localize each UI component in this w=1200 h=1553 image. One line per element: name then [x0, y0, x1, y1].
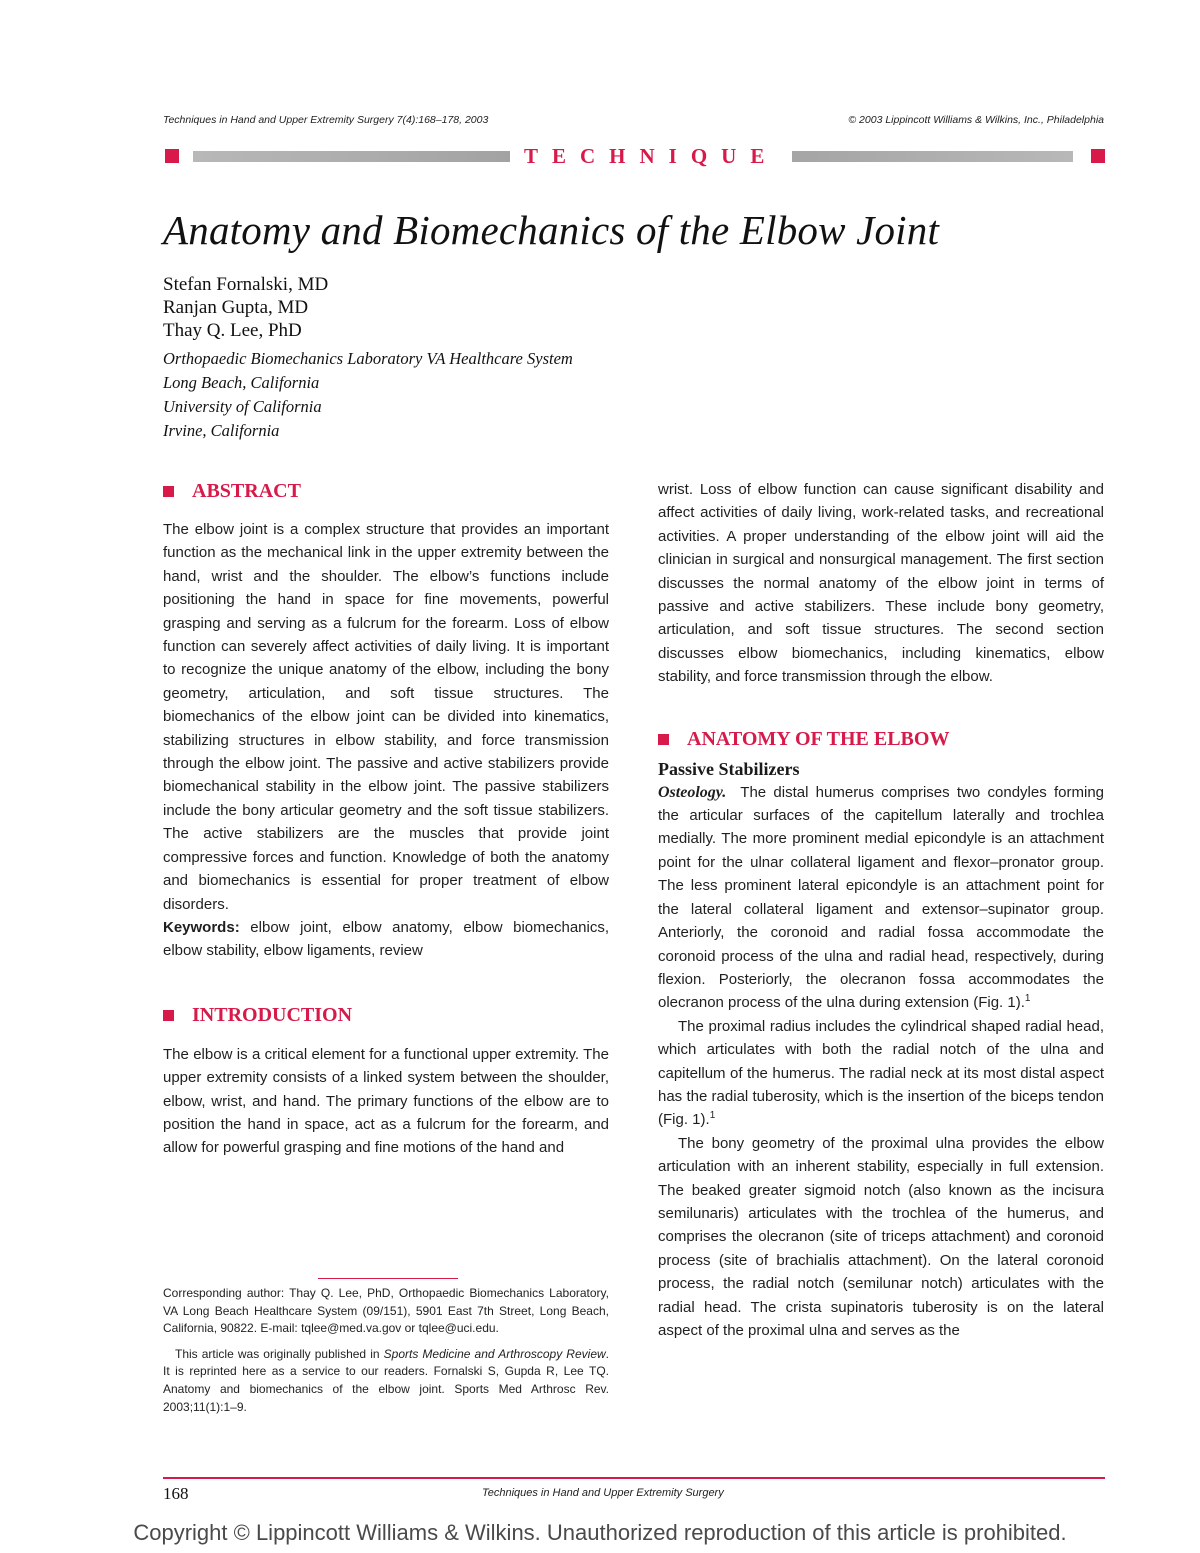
heading-square-icon: [163, 1010, 174, 1021]
banner-left-square: [165, 149, 179, 163]
author-list: [163, 273, 328, 342]
introduction-heading-text: INTRODUCTION: [192, 1004, 353, 1027]
left-column: [163, 478, 609, 1160]
section-label: TECHNIQUE: [510, 144, 792, 169]
osteology-paragraph: [658, 781, 1104, 1015]
affiliation-line: Long Beach, California: [163, 373, 320, 392]
author-name: Ranjan Gupta, MD: [163, 297, 309, 318]
author-name: Thay Q. Lee, PhD: [163, 320, 302, 341]
footnotes: [163, 1285, 609, 1424]
affiliation-line: University of California: [163, 397, 322, 416]
affiliation-line: Orthopaedic Biomechanics Laboratory VA Healthcare System: [163, 349, 573, 368]
reference-mark: 1: [1024, 993, 1031, 1005]
running-head-right: © 2003 Lippincott Williams & Wilkins, Inc., Philadelphia: [848, 114, 1104, 126]
osteology-text: The distal humerus comprises two condyles forming the articular surfaces of the capitellum laterally and trochlea medially. The more prominent medial epicondyle is an attachment point for the ulnar collateral ligament and flexor–pronator group. The less prominent lateral epicondyle is an attachment point for the lateral collateral ligament and extensor–supinator group. Anteriorly, the coronoid and radial fossa accommodate the coronoid process of the ulna and radial head, respectively, during flexion. Posteriorly, the olecranon fossa accommodates the olecranon process of the ulna during extension (Fig. 1).: [658, 783, 1104, 1012]
author-name: Stefan Fornalski, MD: [163, 274, 329, 295]
keywords-label: Keywords:: [163, 918, 240, 936]
radius-paragraph: [658, 1015, 1104, 1132]
abstract-heading: [163, 478, 609, 504]
keywords: [163, 916, 609, 963]
keywords-list: elbow joint, elbow anatomy, elbow biomechanics, elbow stability, elbow ligaments, review: [163, 918, 609, 960]
introduction-text-right: wrist. Loss of elbow function can cause significant disability and affect activities of daily living, work-related tasks, and recreational activities. A proper understanding of the elbow joint will aid the clinician in surgical and nonsurgical management. The first section discusses the normal anatomy of the elbow joint in terms of passive and active stabilizers. These include bony geometry, articulation, and soft tissue structures. The second section discusses elbow biomechanics, including kinematics, elbow stability, and force transmission through the elbow.: [658, 481, 1104, 686]
section-banner: [165, 144, 1105, 168]
affiliation-list: [163, 347, 573, 443]
heading-square-icon: [658, 734, 669, 745]
original-citation-text: . It is reprinted here as a service to our readers. Fornalski S, Gupda R, Lee TQ. Anatomy and biomechanics of the elbow joint. Sports Med Arthrosc Rev. 2003;11(1):1–9.: [163, 1346, 609, 1414]
heading-square-icon: [163, 486, 174, 497]
footnote-rule: [318, 1278, 458, 1279]
passive-stabilizers-subheading: Passive Stabilizers: [658, 758, 800, 779]
banner-right-square: [1091, 149, 1105, 163]
introduction-text-left: The elbow is a critical element for a functional upper extremity. The upper extremity consists of a linked system between the shoulder, elbow, wrist, and hand. The primary functions of the elbow are to position the hand in space, act as a fulcrum for the forearm, and allow for powerful grasping and fine motions of the hand and: [163, 1045, 609, 1157]
introduction-heading: [163, 1003, 609, 1029]
osteology-label: Osteology.: [658, 783, 727, 801]
original-publication-text: This article was originally published in: [175, 1346, 384, 1361]
footer-rule: [163, 1477, 1105, 1479]
running-head-left: Techniques in Hand and Upper Extremity Surgery 7(4):168–178, 2003: [163, 114, 489, 126]
article-title: Anatomy and Biomechanics of the Elbow Joint: [163, 207, 940, 253]
right-column: [658, 478, 1104, 1342]
reference-mark: 1: [709, 1110, 716, 1122]
original-publication-note: [163, 1346, 609, 1416]
anatomy-heading: [658, 727, 1104, 753]
footer-journal-name: Techniques in Hand and Upper Extremity Surgery: [482, 1487, 724, 1499]
page-number: 168: [163, 1484, 189, 1503]
abstract-heading-text: ABSTRACT: [192, 479, 301, 502]
anatomy-heading-text: ANATOMY OF THE ELBOW: [687, 728, 950, 751]
original-journal-name: Sports Medicine and Arthroscopy Review: [383, 1346, 606, 1361]
corresponding-author-note: Corresponding author: Thay Q. Lee, PhD, Orthopaedic Biomechanics Laboratory, VA Long Beach Healthcare System (09/151), 5901 East 7th Street, Long Beach, California, 90822. E-mail: tqlee@med.va.gov or tqlee@uci.edu.: [163, 1286, 609, 1336]
affiliation-line: Irvine, California: [163, 421, 280, 440]
copyright-notice: Copyright © Lippincott Williams & Wilkins. Unauthorized reproduction of this article is prohibited.: [133, 1520, 1067, 1545]
abstract-text: The elbow joint is a complex structure that provides an important function as the mechanical link in the upper extremity between the hand, wrist and the shoulder. The elbow’s functions include positioning the hand in space for fine movements, powerful grasping and serving as a fulcrum for the forearm. Loss of elbow function can severely affect activities of daily living. It is important to recognize the unique anatomy of the elbow, including the bony geometry, articulation, and soft tissue structures. The biomechanics of the elbow joint can be divided into kinematics, stabilizing structures in elbow stability, and force transmission through the elbow joint. The passive and active stabilizers provide biomechanical stability in the elbow joint. The passive stabilizers include the bony articular geometry and the soft tissue stabilizers. The active stabilizers are the muscles that provide joint compressive forces and function. Knowledge of both the anatomy and biomechanics is essential for proper treatment of elbow disorders.: [163, 521, 609, 913]
ulna-paragraph: The bony geometry of the proximal ulna provides the elbow articulation with an inherent stability, especially in full extension. The beaked greater sigmoid notch (also known as the incisura semilunaris) articulates with the trochlea of the humerus, and comprises the olecranon (site of triceps attachment) and coronoid process (site of brachialis attachment). On the lateral coronoid process, the radial notch (semilunar notch) articulates with the radial head. The crista supinatoris tuberosity is on the lateral aspect of the proximal ulna and serves as the: [658, 1134, 1104, 1339]
radius-text: The proximal radius includes the cylindrical shaped radial head, which articulates with both the radial notch of the ulna and capitellum of the humerus. The radial neck at its most distal aspect has the radial tuberosity, which is the insertion of the biceps tendon (Fig. 1).: [658, 1017, 1104, 1129]
